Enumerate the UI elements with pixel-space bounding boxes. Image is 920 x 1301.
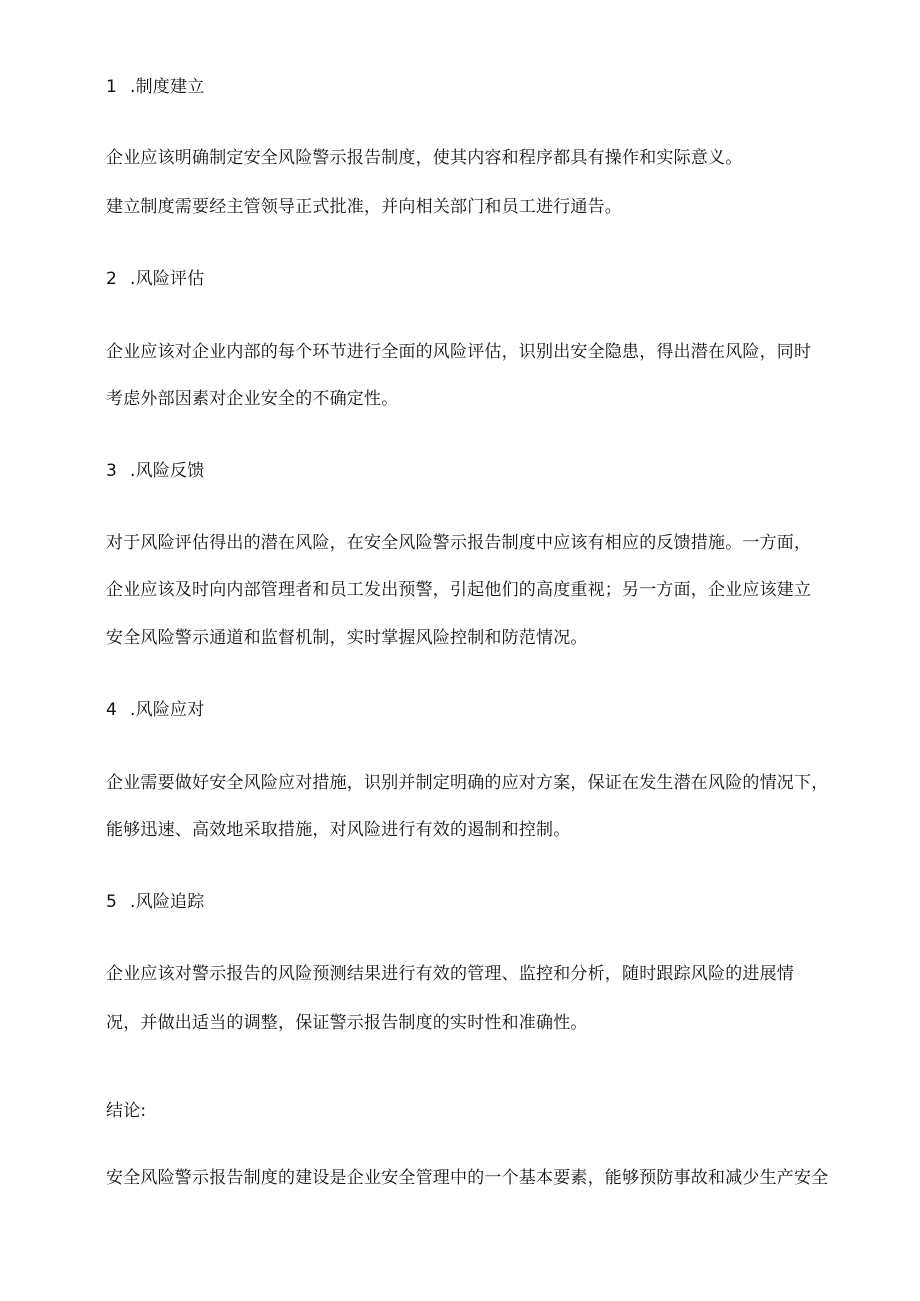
section-number: 2 — [106, 269, 118, 289]
paragraph-line: 建立制度需要经主管领导正式批准，并向相关部门和员工进行通告。 — [106, 197, 622, 217]
section-title: .制度建立 — [130, 77, 205, 97]
section-title: .风险追踪 — [130, 892, 205, 912]
section-title: .风险反馈 — [130, 461, 205, 481]
section-2-heading — [106, 267, 204, 291]
paragraph-line: 企业应该及时向内部管理者和员工发出预警，引起他们的高度重视；另一方面，企业应该建立 — [106, 580, 812, 600]
conclusion-heading: 结论: — [106, 1101, 147, 1121]
section-1-heading — [106, 75, 204, 99]
section-number: 5 — [106, 892, 118, 912]
paragraph-line: 企业应该对警示报告的风险预测结果进行有效的管理、监控和分析，随时跟踪风险的进展情 — [106, 964, 794, 984]
paragraph-line: 企业应该对企业内部的每个环节进行全面的风险评估，识别出安全隐患，得出潜在风险，同时 — [106, 342, 812, 362]
section-4-heading — [106, 698, 204, 722]
section-number: 4 — [106, 700, 118, 720]
paragraph-line: 考虑外部因素对企业安全的不确定性。 — [106, 389, 399, 409]
section-number: 1 — [106, 77, 118, 97]
paragraph-line: 安全风险警示报告制度的建设是企业安全管理中的一个基本要素，能够预防事故和减少生产安全 — [106, 1168, 829, 1188]
section-title: .风险应对 — [130, 700, 205, 720]
section-3-heading — [106, 459, 204, 483]
paragraph-line: 企业应该明确制定安全风险警示报告制度，使其内容和程序都具有操作和实际意义。 — [106, 148, 743, 168]
paragraph-line: 对于风险评估得出的潜在风险，在安全风险警示报告制度中应该有相应的反馈措施。一方面， — [106, 533, 812, 553]
section-title: .风险评估 — [130, 269, 205, 289]
paragraph-line: 况，并做出适当的调整，保证警示报告制度的实时性和准确性。 — [106, 1013, 588, 1033]
paragraph-line: 安全风险警示通道和监督机制，实时掌握风险控制和防范情况。 — [106, 628, 588, 648]
section-5-heading — [106, 890, 204, 914]
section-number: 3 — [106, 461, 118, 481]
paragraph-line: 能够迅速、高效地采取措施，对风险进行有效的遏制和控制。 — [106, 820, 571, 840]
paragraph-line: 企业需要做好安全风险应对措施，识别并制定明确的应对方案，保证在发生潜在风险的情况下， — [106, 773, 829, 793]
